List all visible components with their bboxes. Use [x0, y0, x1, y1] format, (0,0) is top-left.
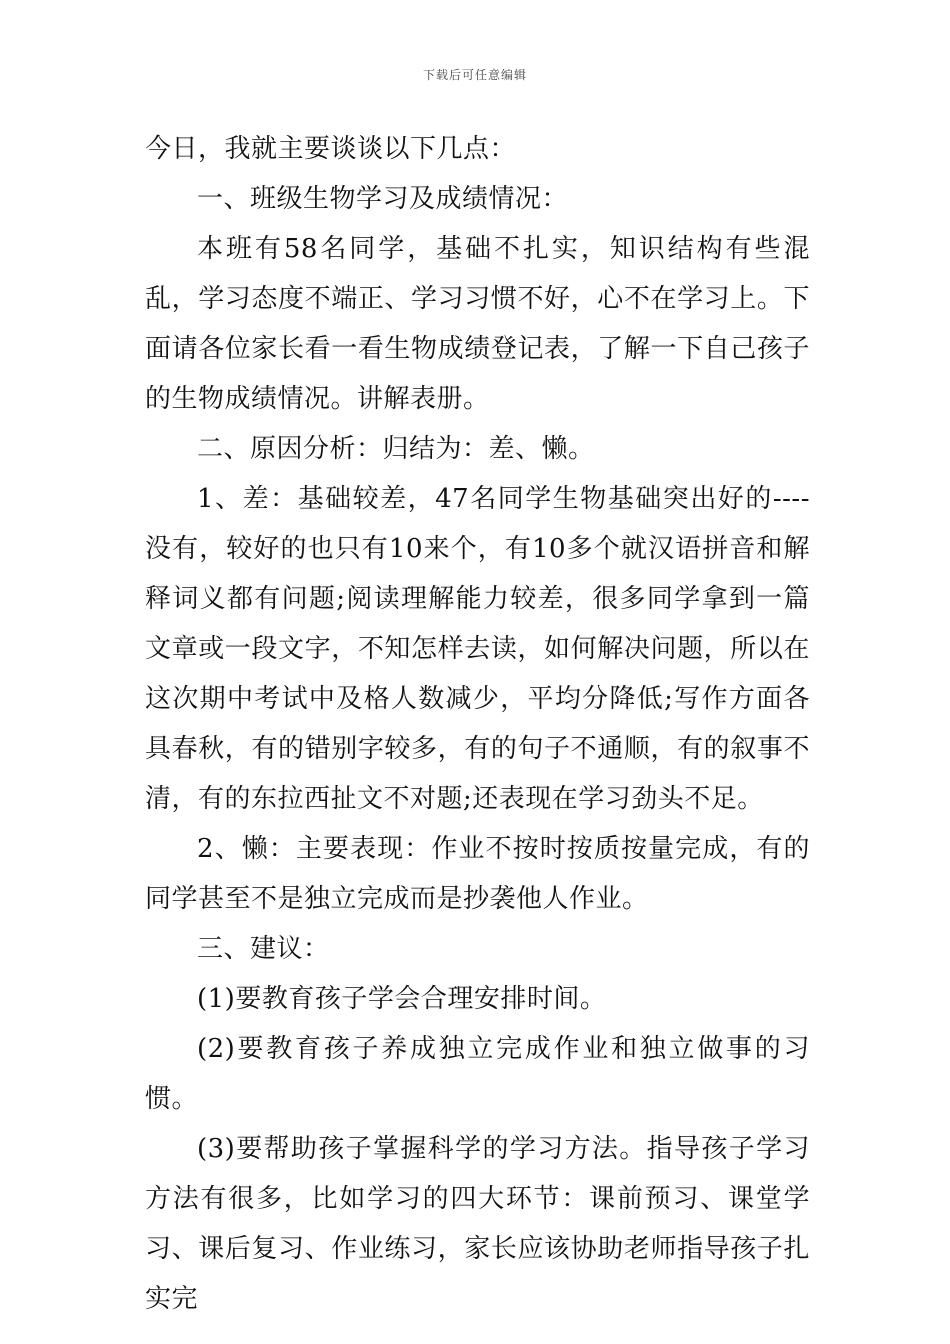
suggestion-item-1: (1)要教育孩子学会合理安排时间。 [197, 984, 607, 1014]
page-header: 下载后可任意编辑 [422, 68, 527, 82]
section-heading-3: 三、建议： [197, 934, 330, 964]
suggestion-item-3: (3)要帮助孩子掌握科学的学习方法。指导孩子学习方法有很多，比如学习的四大环节：课前预习、课堂学习、课后复习、作业练习，家长应该协助老师指导孩子扎实完 [145, 1134, 810, 1314]
section-heading-2: 二、原因分析：归结为：差、懒。 [197, 434, 595, 464]
paragraph-intro: 今日，我就主要谈谈以下几点： [145, 134, 517, 164]
section-heading-1: 一、班级生物学习及成绩情况： [197, 184, 569, 214]
paragraph-class-status: 本班有58名同学，基础不扎实，知识结构有些混乱，学习态度不端正、学习习惯不好，心不在学习上。下面请各位家长看一看生物成绩登记表，了解一下自己孩子的生物成绩情况。讲解表册。 [145, 234, 810, 414]
paragraph-reason-poor: 1、差：基础较差，47名同学生物基础突出好的----没有，较好的也只有10来个，有10多个就汉语拼音和解释词义都有问题;阅读理解能力较差，很多同学拿到一篇文章或一段文字，不知怎样去读，如何解决问题，所以在这次期中考试中及格人数减少，平均分降低;写作方面各具春秋，有的错别字较多，有的句子不通顺，有的叙事不清，有的东拉西扯文不对题;还表现在学习劲头不足。 [145, 484, 810, 814]
document-body [145, 124, 810, 1324]
suggestion-item-2: (2)要教育孩子养成独立完成作业和独立做事的习惯。 [145, 1034, 810, 1114]
paragraph-reason-lazy: 2、懒：主要表现：作业不按时按质按量完成，有的同学甚至不是独立完成而是抄袭他人作业。 [145, 834, 810, 914]
